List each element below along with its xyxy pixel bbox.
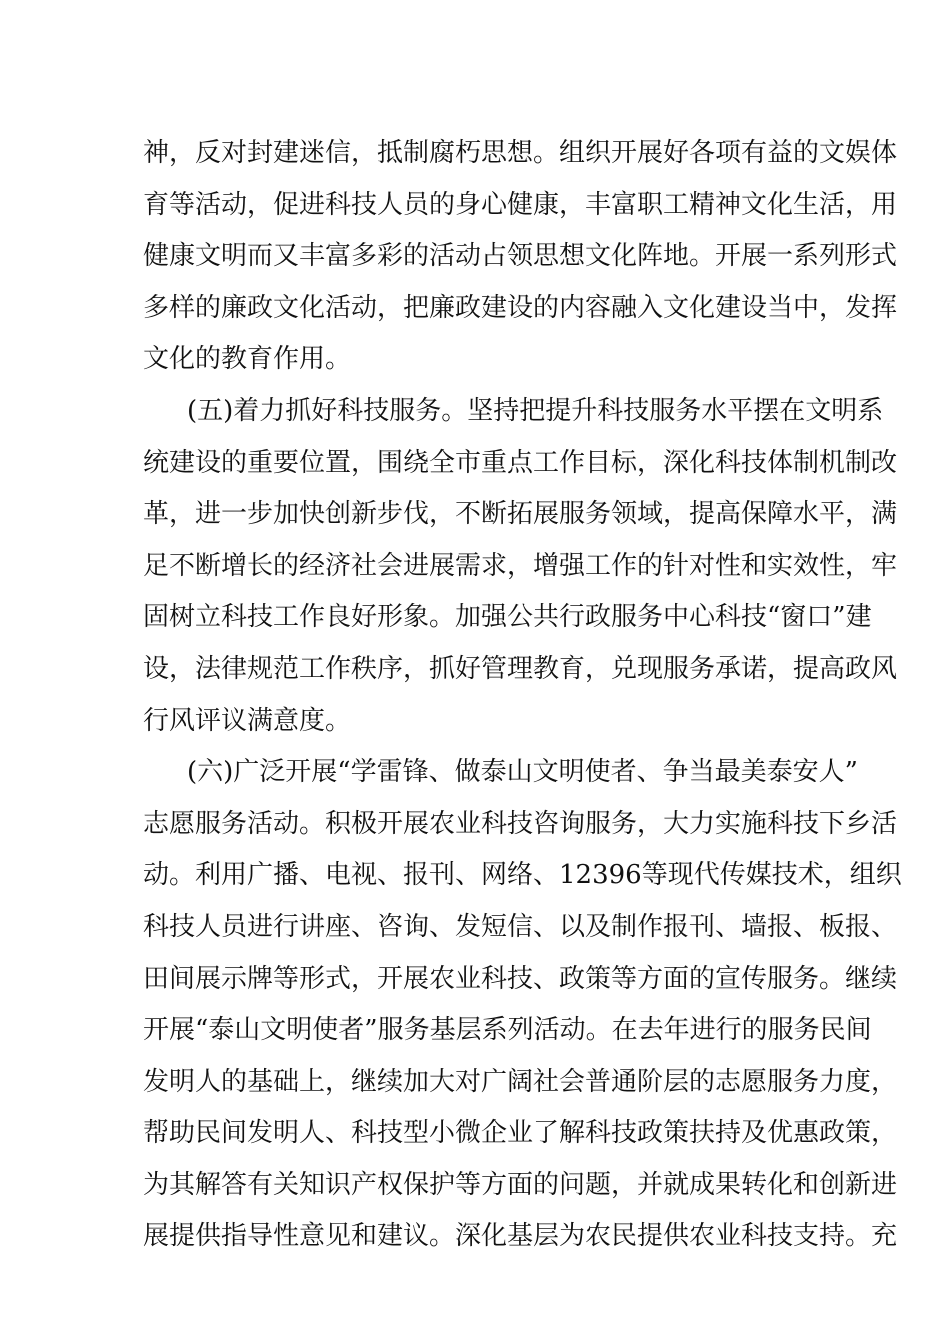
- text-line-4: 多样的廉政文化活动，把廉政建设的内容融入文化建设当中，发挥: [143, 292, 898, 323]
- text-line-18: 开展“泰山文明使者”服务基层系列活动。在去年进行的服务民间: [143, 1015, 872, 1046]
- text-line-8: 革，进一步加快创新步伐，不断拓展服务领域，提高保障水平，满: [143, 499, 898, 530]
- text-line-22: 展提供指导性意见和建议。深化基层为农民提供农业科技支持。充: [143, 1221, 898, 1252]
- text-line-11: 设，法律规范工作秩序，抓好管理教育，兑现服务承诺，提高政风: [143, 653, 898, 684]
- text-line-9: 足不断增长的经济社会进展需求，增强工作的针对性和实效性，牢: [143, 550, 898, 581]
- text-line-17: 田间展示牌等形式，开展农业科技、政策等方面的宣传服务。继续: [143, 963, 898, 994]
- text-line-1: 神，反对封建迷信，抵制腐朽思想。组织开展好各项有益的文娱体: [143, 138, 898, 168]
- text-line-7: 统建设的重要位置，围绕全市重点工作目标，深化科技体制机制改: [143, 447, 898, 478]
- text-line-16: 科技人员进行讲座、咨询、发短信、以及制作报刊、墙报、板报、: [143, 911, 898, 942]
- text-line-6: (五)着力抓好科技服务。坚持把提升科技服务水平摆在文明系: [187, 395, 884, 426]
- text-line-19: 发明人的基础上，继续加大对广阔社会普通阶层的志愿服务力度，: [143, 1066, 898, 1097]
- text-line-12: 行风评议满意度。: [143, 705, 352, 736]
- text-line-10: 固树立科技工作良好形象。加强公共行政服务中心科技“窗口”建: [143, 602, 872, 633]
- text-line-5: 文化的教育作用。: [143, 344, 352, 375]
- text-line-20: 帮助民间发明人、科技型小微企业了解科技政策扶持及优惠政策，: [143, 1118, 898, 1149]
- text-line-21: 为其解答有关知识产权保护等方面的问题，并就成果转化和创新进: [143, 1169, 898, 1200]
- body-text: [143, 128, 902, 1263]
- text-line-2: 育等活动，促进科技人员的身心健康，丰富职工精神文化生活，用: [143, 189, 898, 220]
- text-line-14: 志愿服务活动。积极开展农业科技咨询服务，大力实施科技下乡活: [143, 808, 898, 839]
- text-line-3: 健康文明而又丰富多彩的活动占领思想文化阵地。开展一系列形式: [143, 241, 898, 272]
- text-line-13: (六)广泛开展“学雷锋、做泰山文明使者、争当最美泰安人”: [187, 757, 858, 788]
- text-line-15: 动。利用广播、电视、报刊、网络、12396等现代传媒技术，组织: [143, 860, 902, 891]
